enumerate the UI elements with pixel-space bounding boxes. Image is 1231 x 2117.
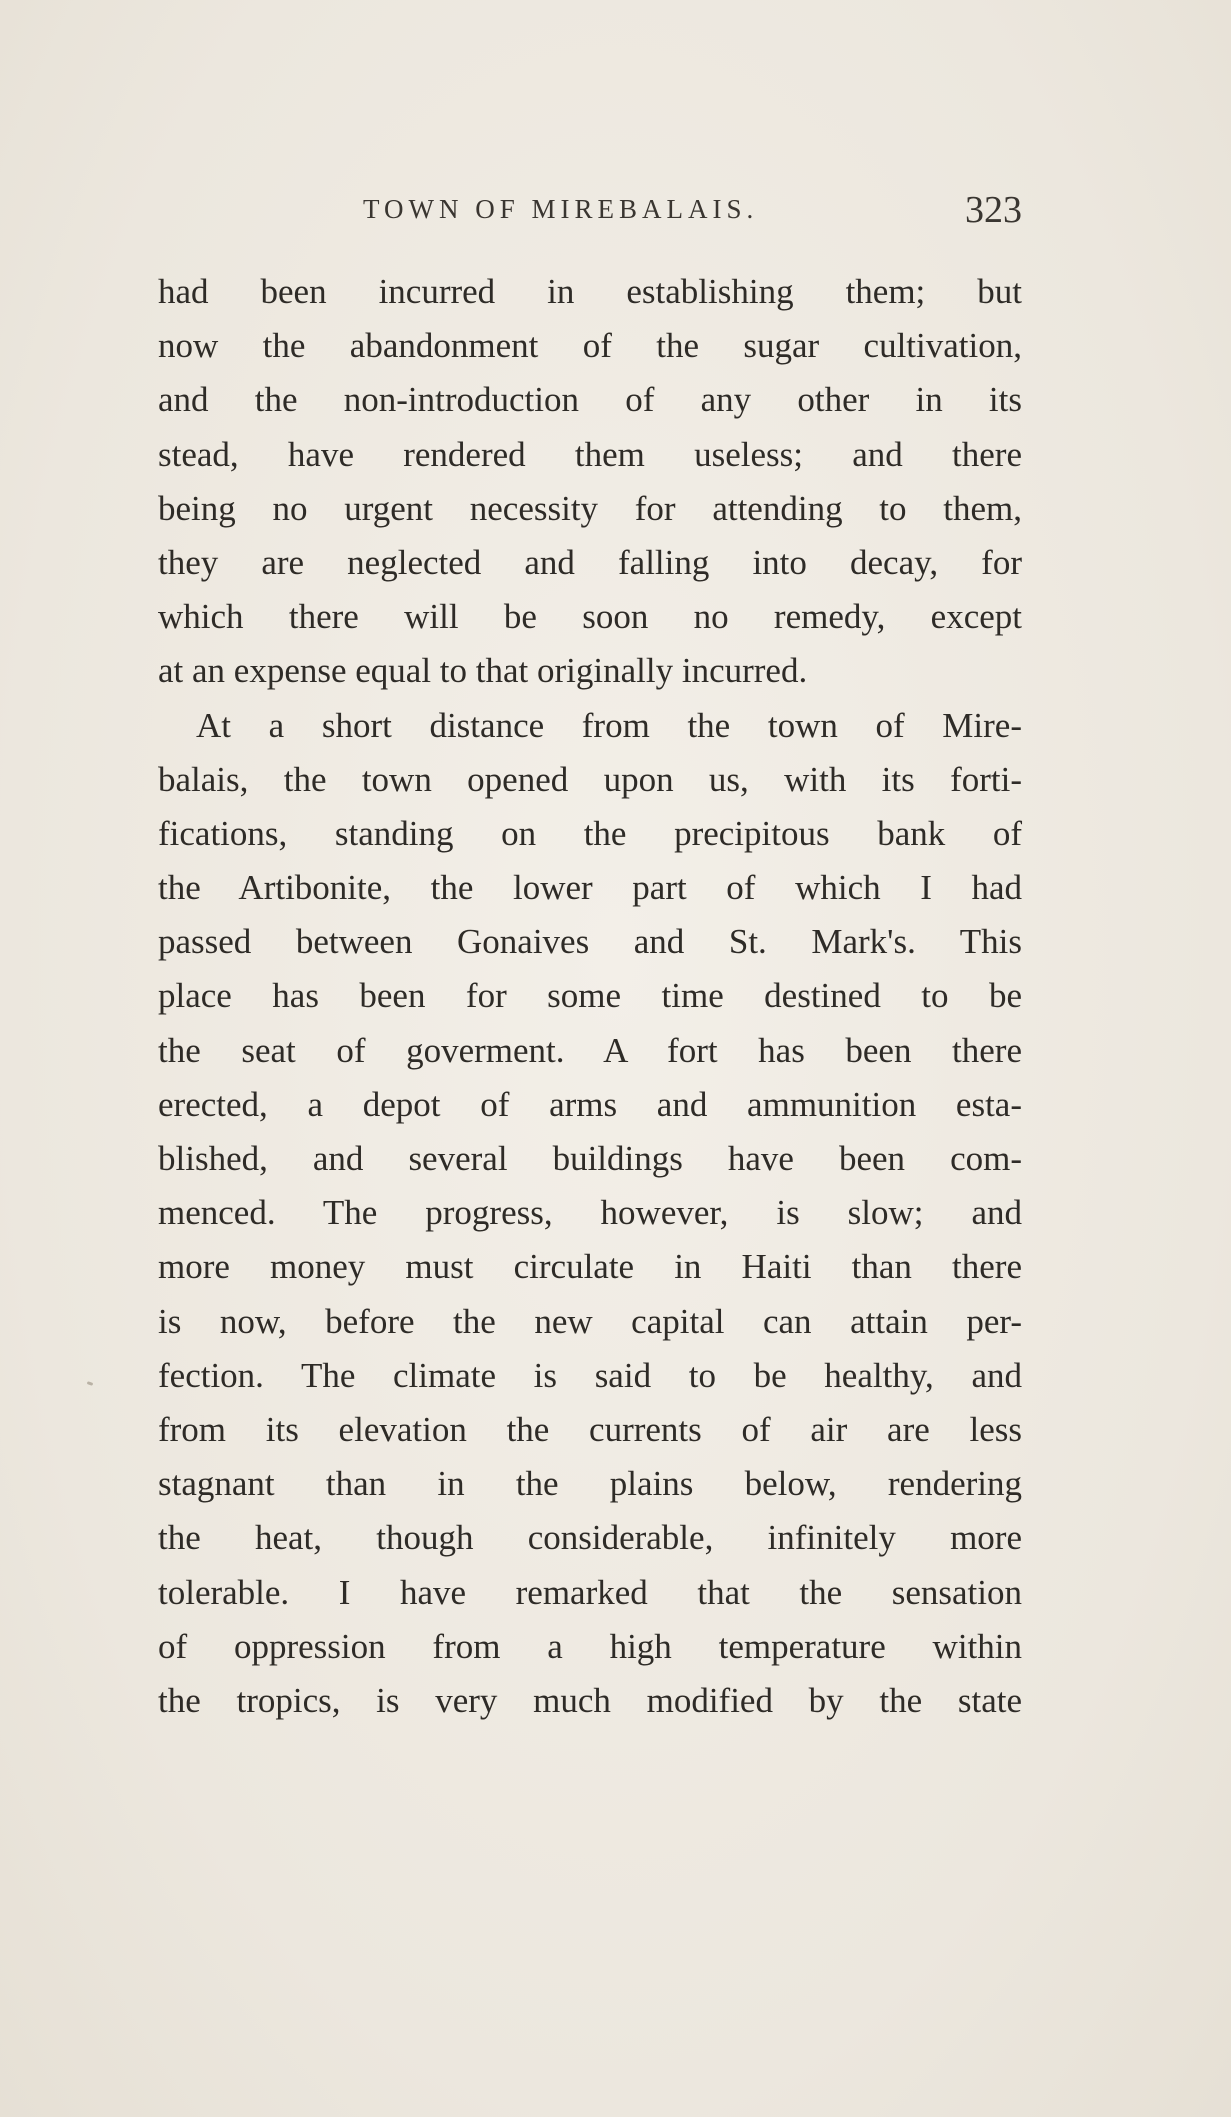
text-line: fection. The climate is said to be healthy, and [158, 1355, 1022, 1395]
text-line: more money must circulate in Haiti than there [158, 1247, 1022, 1287]
text-line: of oppression from a high temperature within [158, 1626, 1022, 1666]
text-line: from its elevation the currents of air are less [158, 1409, 1022, 1449]
text-line: had been incurred in establishing them; but [158, 272, 1022, 311]
text-line: stead, have rendered them useless; and there [158, 434, 1022, 474]
text-line: stagnant than in the plains below, rendering [158, 1464, 1022, 1504]
text-line: passed between Gonaives and St. Mark's. This [158, 922, 1022, 962]
text-line: erected, a depot of arms and ammunition esta- [158, 1084, 1022, 1124]
paper-speck [87, 1381, 94, 1386]
text-line: the seat of goverment. A fort has been there [158, 1030, 1022, 1070]
running-title: TOWN OF MIREBALAIS. [363, 194, 759, 224]
text-line: and the non-introduction of any other in its [158, 380, 1022, 420]
text-line: place has been for some time destined to be [158, 976, 1022, 1016]
text-line: blished, and several buildings have been com- [158, 1139, 1022, 1178]
text-line: at an expense equal to that originally incurred. [158, 651, 808, 691]
text-line: the Artibonite, the lower part of which I had [158, 868, 1022, 908]
text-line: the tropics, is very much modified by the state [158, 1680, 1022, 1720]
paragraph-first-line: At a short distance from the town of Mire- [196, 705, 1022, 745]
text-line: fications, standing on the precipitous bank of [158, 813, 1022, 853]
text-line: being no urgent necessity for attending to them, [158, 488, 1022, 528]
body-text [158, 265, 1022, 1728]
text-line: they are neglected and falling into decay, for [158, 542, 1022, 582]
text-line: now the abandonment of the sugar cultivation, [158, 326, 1022, 366]
text-line: is now, before the new capital can attain per- [158, 1301, 1022, 1341]
running-head [158, 188, 1022, 238]
text-line: which there will be soon no remedy, except [158, 597, 1022, 637]
text-line: the heat, though considerable, infinitely more [158, 1518, 1022, 1558]
page-number: 323 [965, 189, 1022, 231]
text-line: balais, the town opened upon us, with its forti- [158, 759, 1022, 799]
text-line: menced. The progress, however, is slow; and [158, 1193, 1022, 1233]
text-line: tolerable. I have remarked that the sensation [158, 1572, 1022, 1612]
